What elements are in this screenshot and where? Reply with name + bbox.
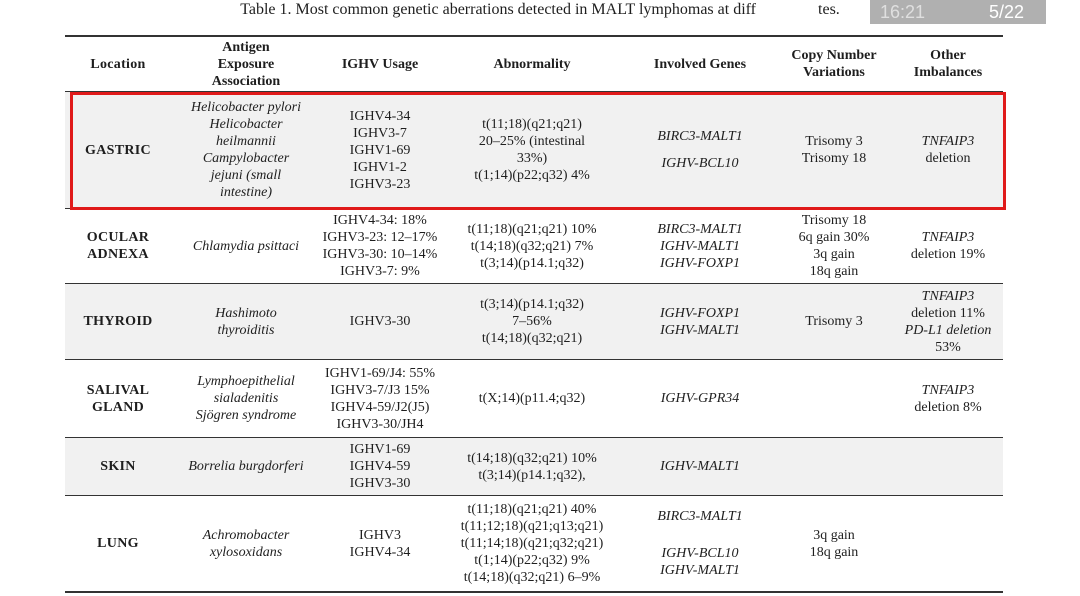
table-row: [65, 209, 1003, 283]
cell-antigen-line: Achromobacter: [202, 527, 290, 543]
cell-genes-line: IGHV-MALT1: [660, 322, 740, 338]
cell-ighv: [321, 360, 439, 437]
cell-ighv-line: IGHV3-30/JH4: [336, 416, 424, 432]
cell-abnormality-line: 7–56%: [512, 314, 552, 329]
page-indicator-overlay: [870, 0, 1046, 24]
cell-cnv-line: Trisomy 3: [805, 134, 863, 149]
cell-genes-line: IGHV-MALT1: [660, 459, 740, 474]
cell-abnormality: [439, 360, 625, 437]
cell-cnv-line: 6q gain 30%: [798, 230, 870, 245]
cell-other: [893, 438, 1003, 495]
cell-genes-line: [657, 525, 742, 535]
cell-other-line: deletion 8%: [914, 399, 982, 415]
cell-location: [65, 438, 171, 495]
header-antigen-line: Antigen: [222, 39, 270, 55]
cell-ighv-line: IGHV3-7: 9%: [340, 264, 420, 279]
cell-genes-line: BIRC3-MALT1: [657, 509, 743, 524]
overlay-time: 16:21: [880, 2, 926, 22]
cell-abnormality-line: t(14;18)(q32;q21) 10%: [467, 450, 597, 466]
cell-ighv: [321, 209, 439, 283]
cell-abnormality: [439, 284, 625, 359]
header-cnv-line: Copy Number: [791, 48, 877, 63]
cell-antigen-line: Sjögren syndrome: [195, 408, 297, 423]
cell-antigen-line: jejuni (small: [210, 168, 282, 183]
header-cnv: [775, 37, 893, 91]
cell-other-line: 53%: [935, 339, 961, 355]
cell-ighv-line: IGHV4-34: [349, 108, 411, 124]
header-other-line: Imbalances: [913, 65, 983, 80]
cell-abnormality-line: t(1;14)(p22;q32) 9%: [474, 553, 590, 568]
cell-genes: [625, 496, 775, 591]
cell-antigen-line: Helicobacter: [209, 117, 283, 132]
cell-location-line: THYROID: [83, 314, 153, 329]
cell-antigen: [171, 438, 321, 495]
header-antigen-line: Exposure: [217, 56, 275, 72]
cell-ighv-line: IGHV1-69/J4: 55%: [324, 365, 436, 381]
highlight-box: [70, 92, 1006, 210]
cell-antigen-line: heilmannii: [216, 134, 276, 149]
cell-ighv-line: IGHV3-7/J3 15%: [330, 382, 430, 398]
cell-genes-line: IGHV-FOXP1: [659, 305, 741, 321]
table-row: [65, 438, 1003, 495]
cell-ighv-line: IGHV1-2: [353, 159, 407, 175]
header-antigen: [171, 37, 321, 91]
cell-ighv-line: IGHV1-69: [349, 142, 411, 158]
cell-abnormality-line: t(3;14)(p14.1;q32): [480, 255, 584, 271]
cell-antigen-line: Borrelia burgdorferi: [188, 459, 304, 474]
table-row: [65, 360, 1003, 437]
cell-abnormality: [439, 209, 625, 283]
cell-antigen: [171, 284, 321, 359]
cell-abnormality-line: t(11;18)(q21;q21) 10%: [467, 221, 597, 237]
cell-location-line: GLAND: [91, 399, 145, 415]
cell-genes-line: BIRC3-MALT1: [657, 129, 743, 144]
cell-cnv-line: Trisomy 3: [805, 314, 863, 329]
cell-cnv: [775, 496, 893, 591]
cell-antigen-line: Campylobacter: [202, 151, 290, 166]
page-counter: 5/22: [988, 2, 1024, 22]
cell-location: [65, 209, 171, 283]
table-row: [65, 284, 1003, 359]
caption-tail: tes.: [818, 1, 840, 18]
cell-ighv-line: IGHV4-59/J2(J5): [330, 399, 430, 415]
cell-abnormality-line: t(11;18)(q21;q21) 40%: [467, 502, 597, 517]
cell-ighv-line: IGHV4-34: [349, 544, 411, 560]
cell-other: [893, 284, 1003, 359]
cell-other: [893, 209, 1003, 283]
cell-ighv-line: IGHV4-34: 18%: [333, 213, 427, 228]
cell-cnv-line: 18q gain: [809, 264, 859, 279]
cell-cnv: [775, 438, 893, 495]
cell-other-line: deletion 19%: [910, 247, 986, 262]
cell-ighv: [321, 438, 439, 495]
cell-antigen-line: thyroiditis: [217, 322, 275, 338]
cell-other: [893, 360, 1003, 437]
cell-antigen: [171, 209, 321, 283]
cell-antigen: [171, 496, 321, 591]
cell-location-line: OCULAR: [86, 230, 150, 245]
cell-other-line: TNFAIP3: [921, 382, 975, 398]
cell-antigen: [171, 360, 321, 437]
cell-abnormality-line: 20–25% (intestinal: [478, 134, 586, 149]
cell-other-line: PD-L1 deletion: [904, 322, 992, 338]
cell-antigen-line: Hashimoto: [215, 305, 277, 321]
cell-abnormality-line: t(3;14)(p14.1;q32),: [478, 467, 586, 483]
cell-ighv: [321, 496, 439, 591]
cell-cnv: [775, 284, 893, 359]
cell-cnv: [775, 209, 893, 283]
cell-genes: [625, 360, 775, 437]
cell-location-line: GASTRIC: [85, 142, 151, 158]
cell-ighv-line: IGHV3-30: 10–14%: [322, 247, 438, 262]
cell-abnormality-line: t(1;14)(p22;q32) 4%: [474, 168, 590, 183]
cell-location-line: LUNG: [97, 536, 139, 551]
cell-ighv: [321, 284, 439, 359]
cell-abnormality: [439, 496, 625, 591]
cell-location: [65, 284, 171, 359]
cell-antigen-line: xylosoxidans: [209, 544, 283, 560]
cell-ighv-line: IGHV3-7: [353, 125, 407, 141]
cell-ighv-line: IGHV3-23: 12–17%: [322, 230, 438, 245]
cell-location-line: ADNEXA: [87, 247, 149, 262]
header-abnormality: Abnormality: [493, 56, 571, 72]
cell-ighv-line: IGHV3-30: [349, 476, 411, 491]
cell-genes-line: [657, 535, 742, 545]
cell-abnormality-line: t(14;18)(q32;q21): [481, 331, 583, 346]
cell-genes-line: IGHV-FOXP1: [659, 255, 741, 271]
header-other: [893, 37, 1003, 91]
cell-location: [65, 496, 171, 591]
caption-text: Table 1. Most common genetic aberrations detected in MALT lymphomas at diff: [240, 1, 757, 18]
cell-cnv-line: 3q gain: [813, 527, 855, 543]
cell-abnormality-line: t(14;18)(q32;q21) 7%: [470, 238, 594, 254]
cell-other-line: deletion: [925, 151, 971, 166]
cell-cnv-line: 18q gain: [809, 544, 859, 560]
cell-location-line: SALIVAL: [86, 382, 150, 398]
cell-antigen-line: Lymphoepithelial: [197, 374, 295, 389]
cell-genes-line: IGHV-GPR34: [660, 391, 740, 406]
cell-location: [65, 360, 171, 437]
cell-ighv-line: IGHV3-30: [349, 314, 411, 329]
header-cnv-line: Variations: [803, 65, 865, 80]
header-other-line: Other: [930, 48, 966, 63]
cell-ighv-line: IGHV3-23: [349, 176, 411, 192]
cell-genes-line: IGHV-MALT1: [660, 238, 740, 254]
cell-other: [893, 496, 1003, 591]
cell-other-line: TNFAIP3: [921, 134, 975, 149]
cell-abnormality-line: t(14;18)(q32;q21) 6–9%: [463, 570, 601, 585]
cell-genes: [625, 284, 775, 359]
cell-genes-line: BIRC3-MALT1: [657, 221, 743, 237]
cell-cnv-line: Trisomy 18: [801, 213, 867, 228]
cell-ighv-line: IGHV4-59: [349, 459, 411, 474]
cell-abnormality-line: 33%): [516, 151, 548, 166]
cell-abnormality-line: t(11;14;18)(q21;q32;q21): [460, 536, 604, 551]
cell-cnv-line: 3q gain: [813, 247, 855, 262]
cell-antigen-line: Helicobacter pylori: [190, 100, 302, 115]
cell-other-line: deletion 11%: [911, 305, 985, 321]
cell-genes-line: IGHV-BCL10: [661, 546, 739, 561]
cell-genes-line: IGHV-MALT1: [660, 563, 740, 578]
cell-cnv: [775, 360, 893, 437]
table-header-row: [65, 37, 1003, 91]
cell-other-line: TNFAIP3: [921, 288, 975, 304]
cell-genes: [625, 438, 775, 495]
cell-abnormality-line: t(11;18)(q21;q21): [482, 117, 582, 132]
cell-antigen-line: Chlamydia psittaci: [192, 238, 300, 254]
table-bottom-rule: [65, 591, 1003, 593]
cell-genes-line: IGHV-BCL10: [661, 156, 739, 171]
cell-ighv-line: IGHV3: [359, 527, 401, 543]
cell-abnormality: [439, 438, 625, 495]
cell-abnormality-line: t(X;14)(p11.4;q32): [478, 391, 586, 406]
cell-ighv-line: IGHV1-69: [349, 442, 411, 457]
cell-antigen-line: sialadenitis: [213, 391, 279, 406]
cell-abnormality-line: t(3;14)(p14.1;q32): [480, 297, 584, 312]
cell-cnv-line: Trisomy 18: [801, 151, 867, 166]
header-genes: Involved Genes: [653, 56, 747, 72]
cell-genes: [625, 209, 775, 283]
cell-abnormality-line: t(11;12;18)(q21;q13;q21): [460, 519, 604, 534]
table-row: [65, 496, 1003, 591]
cell-other-line: TNFAIP3: [921, 230, 975, 245]
header-location: Location: [90, 56, 146, 72]
cell-antigen-line: intestine): [219, 185, 273, 200]
header-antigen-line: Association: [211, 73, 281, 89]
header-ighv: IGHV Usage: [341, 56, 419, 72]
cell-location-line: SKIN: [100, 459, 136, 474]
